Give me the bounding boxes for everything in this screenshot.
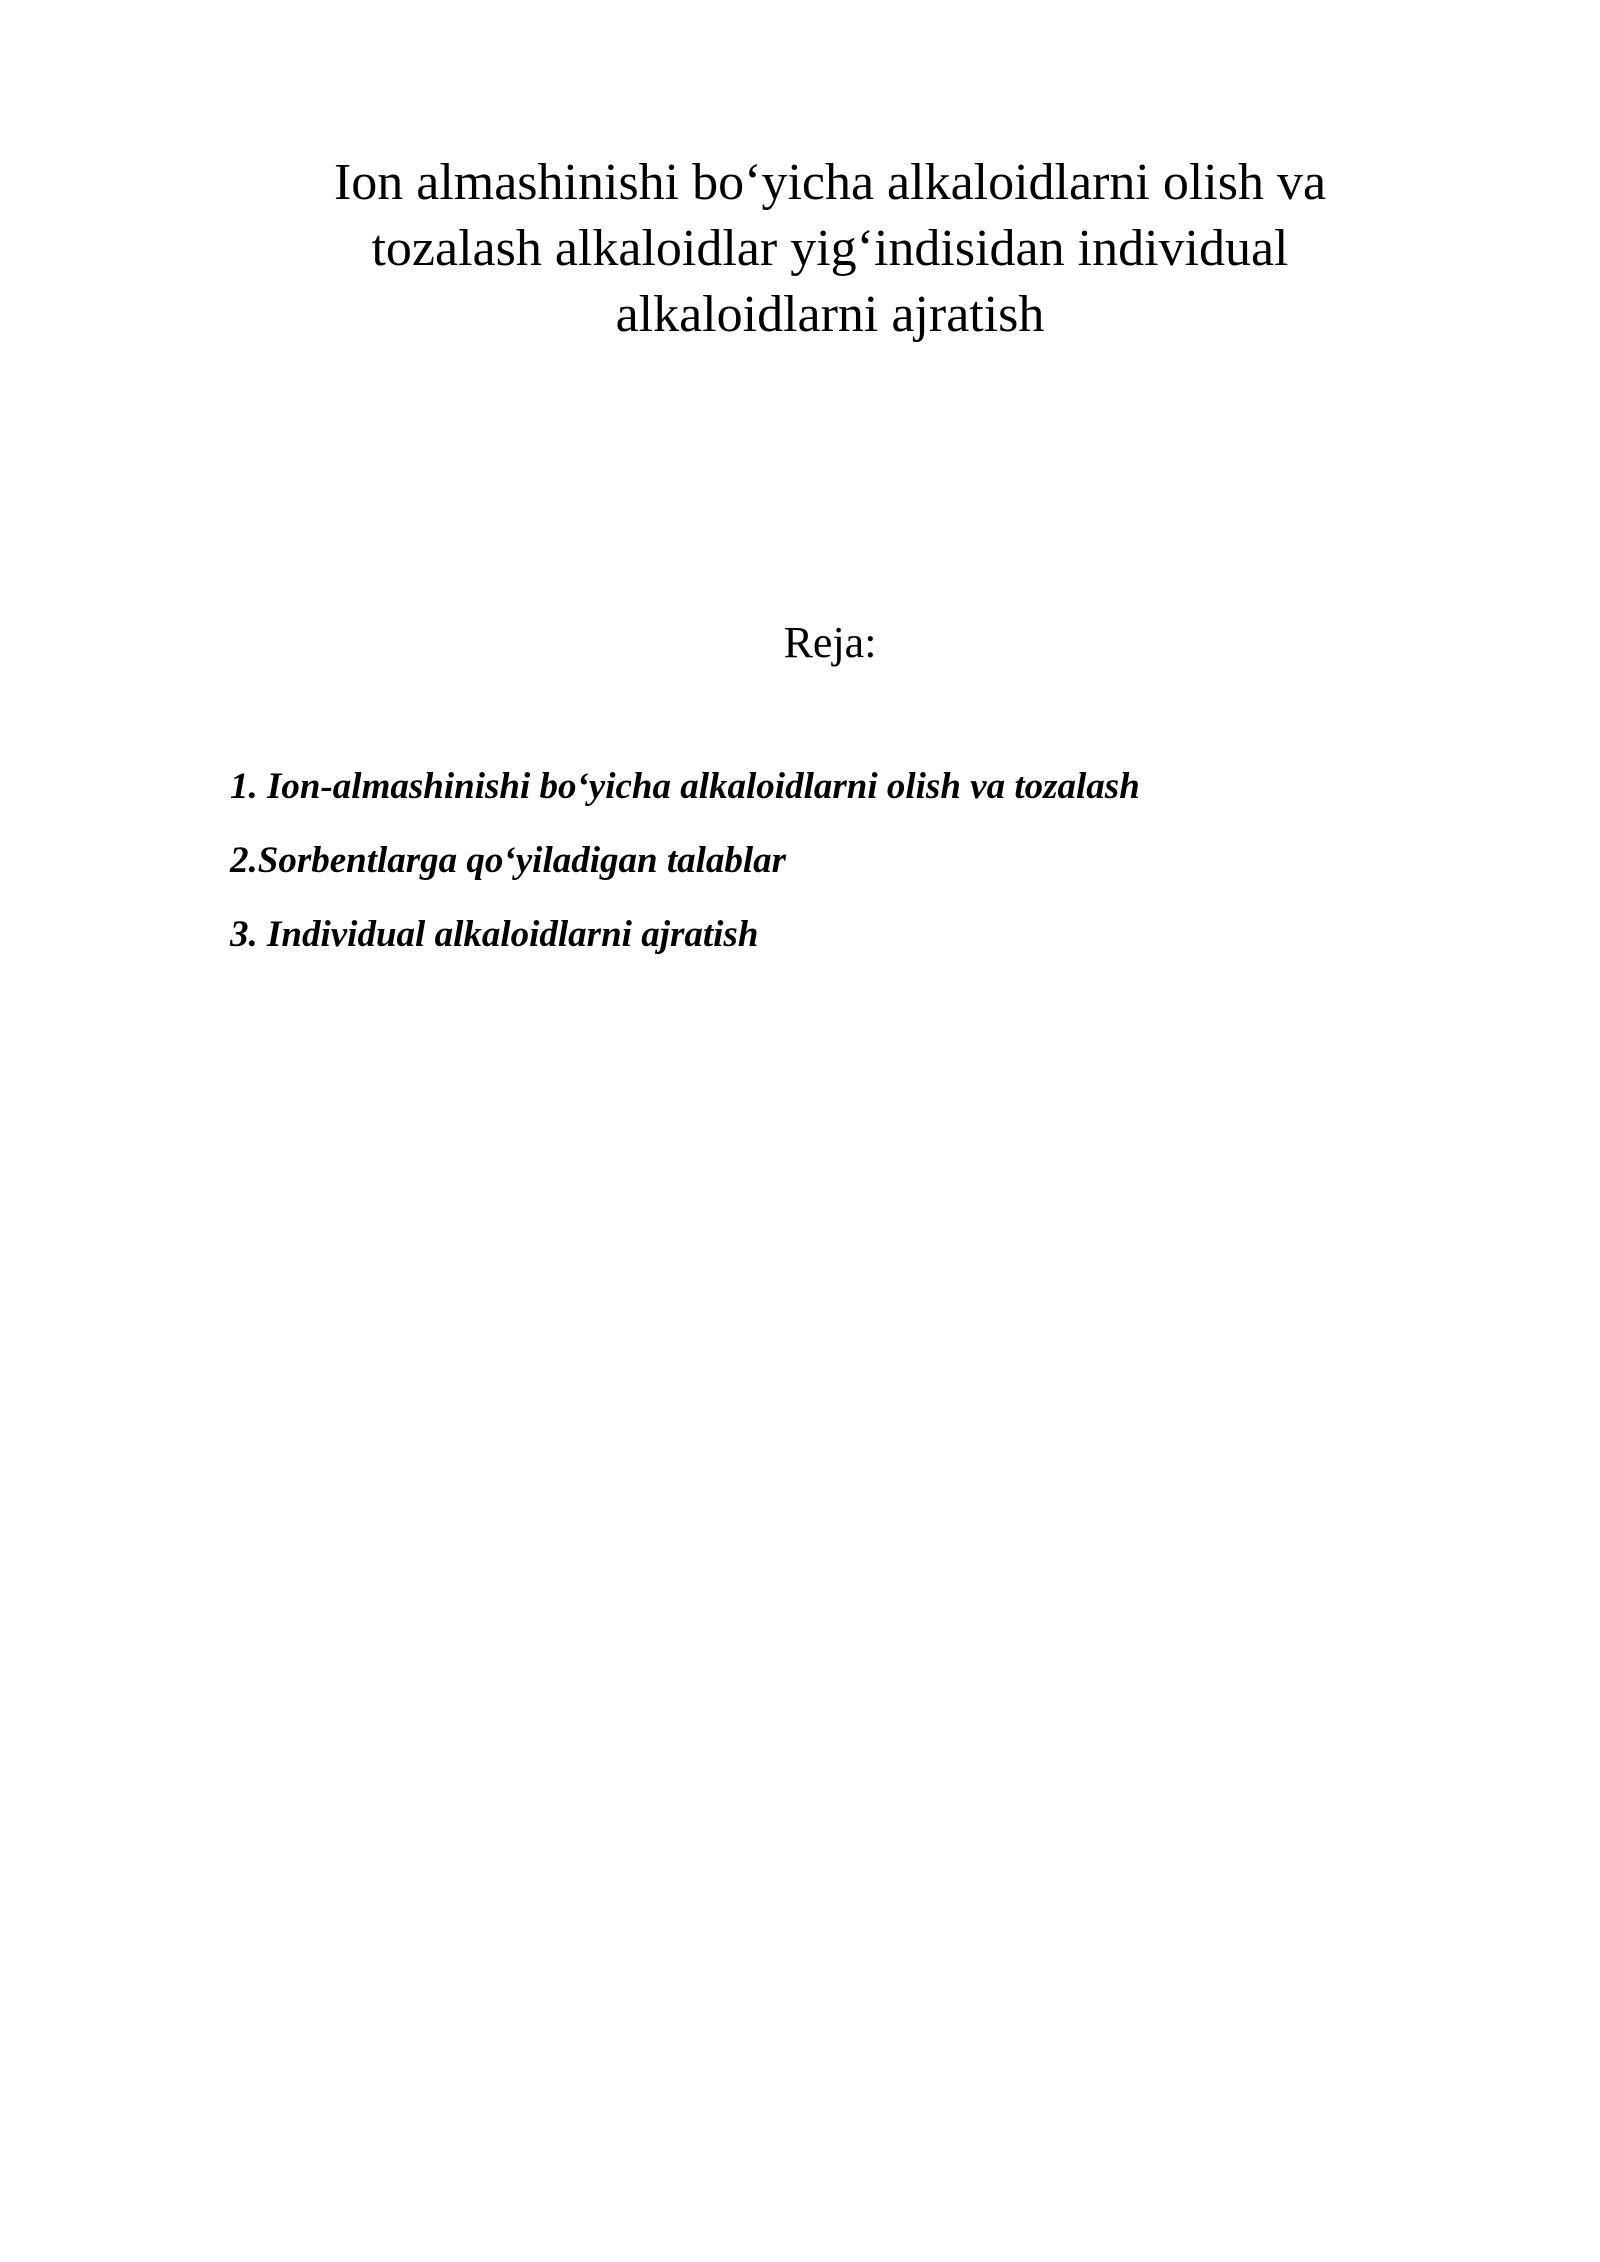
- title-line: Ion almashinishi bo‘yicha alkaloidlarni olish va: [333, 154, 1327, 211]
- document-title: [230, 150, 1430, 348]
- title-line: alkaloidlarni ajratish: [615, 286, 1045, 343]
- plan-item: 1. Ion-almashinishi bo‘yicha alkaloidlarni olish va tozalash: [230, 766, 1140, 807]
- plan-list: [230, 762, 1430, 984]
- plan-item: 3. Individual alkaloidlarni ajratish: [230, 914, 759, 955]
- title-line: tozalash alkaloidlar yig‘indisidan individual: [371, 220, 1289, 277]
- plan-heading: Reja:: [783, 618, 877, 667]
- plan-item: 2.Sorbentlarga qo‘yiladigan talablar: [230, 840, 787, 881]
